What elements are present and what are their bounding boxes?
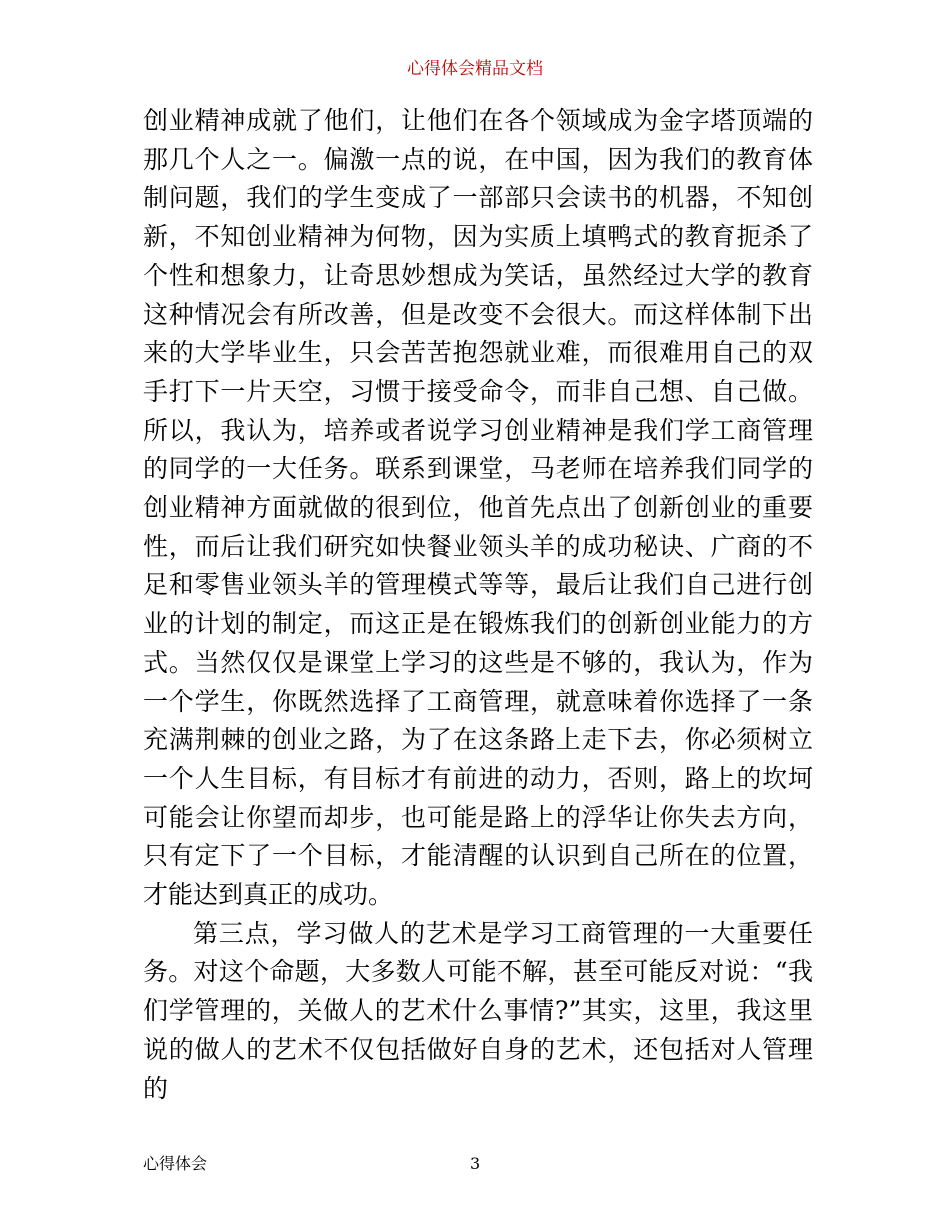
- page-header-title: 心得体会精品文档: [407, 59, 543, 79]
- page-footer: [0, 1153, 950, 1175]
- paragraph-third-point: 第三点，学习做人的艺术是学习工商管理的一大重要任务。对这个命题，大多数人可能不解，甚至可能反对说：“我们学管理的，关做人的艺术什么事情?”其实，这里，我这里说的做人的艺术不仅包括做好自身的艺术，还包括对人管理的: [143, 918, 813, 1103]
- paragraph-continued: 创业精神成就了他们，让他们在各个领域成为金字塔顶端的那几个人之一。偏激一点的说，在中国，因为我们的教育体制问题，我们的学生变成了一部部只会读书的机器，不知创新，不知创业精神为何物，因为实质上填鸭式的教育扼杀了个性和想象力，让奇思妙想成为笑话，虽然经过大学的教育这种情况会有所改善，但是改变不会很大。而这样体制下出来的大学毕业生，只会苦苦抱怨就业难，而很难用自己的双手打下一片天空，习惯于接受命令，而非自己想、自己做。所以，我认为，培养或者说学习创业精神是我们学工商管理的同学的一大任务。联系到课堂，马老师在培养我们同学的创业精神方面就做的很到位，他首先点出了创新创业的重要性，而后让我们研究如快餐业领头羊的成功秘诀、广商的不足和零售业领头羊的管理模式等等，最后让我们自己进行创业的计划的制定，而这正是在锻炼我们的创新创业能力的方式。当然仅仅是课堂上学习的这些是不够的，我认为，作为一个学生，你既然选择了工商管理，就意味着你选择了一条充满荆棘的创业之路，为了在这条路上走下去，你必须树立一个人生目标，有目标才有前进的动力，否则，路上的坎坷可能会让你望而却步，也可能是路上的浮华让你失去方向，只有定下了一个目标，才能清醒的认识到自己所在的位置，才能达到真正的成功。: [143, 106, 813, 910]
- page-number: 3: [470, 1154, 481, 1173]
- footer-label: 心得体会: [143, 1154, 208, 1173]
- document-body: [143, 102, 813, 1108]
